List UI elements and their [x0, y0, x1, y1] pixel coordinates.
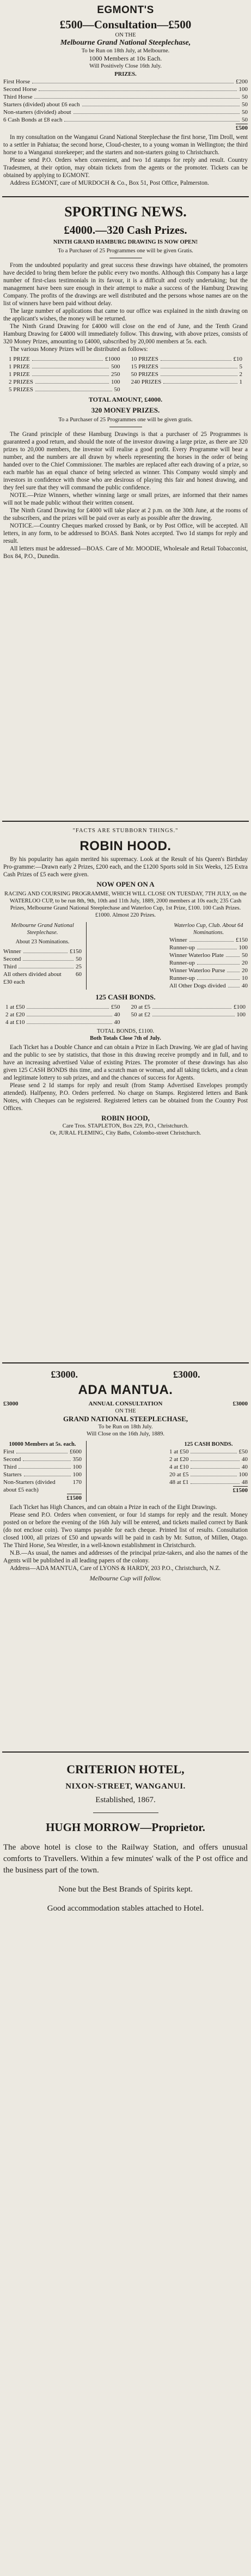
- robin-left-prize-label: Winner: [3, 948, 21, 955]
- dot-leader: [191, 1448, 236, 1453]
- robin-cash-bond-label: 20 at £5: [131, 1004, 150, 1010]
- ada-right-prize-label: 4 at £10: [169, 1464, 189, 1470]
- criterion-street: NIXON-STREET, WANGANUI.: [65, 1782, 186, 1791]
- sporting-para-3: The Ninth Grand Drawing for £4000 will close on the end of June, and the Tenth Grand Hamburg Drawing for £4000 will immediately follow. This drawing, with above prizes, consists of 320 Money Prizes, amounting to £4000, subscribed by 20,000 members at 5s. each.: [3, 323, 248, 345]
- egmont-body-para: In my consultation on the Wanganui Grand National Steeplechase the first horse, Tim Droll, went to a settler in Pahiatua; the second horse, Cloud-chester, to a young woman in Wellington; the third horse to a Wanganui storekeeper; and the starters and non-starters going to Christchurch.: [3, 134, 248, 156]
- dot-leader: [74, 108, 240, 114]
- robin-left-prize-label: Third: [3, 963, 17, 970]
- robin-right-prize-row: [169, 951, 248, 959]
- ada-left-prize-row: [3, 1456, 82, 1463]
- ada-right-prize-value: £50: [238, 1448, 248, 1455]
- dot-leader: [27, 1019, 112, 1024]
- ada-cols-right: 125 CASH BONDS.: [184, 1441, 233, 1447]
- ada-right-prize-label: 48 at £1: [169, 1479, 189, 1486]
- dot-leader: [19, 963, 74, 968]
- criterion-good: Good accommodation stables attached to Hotel.: [47, 1904, 204, 1913]
- egmont-prize-value: 50: [242, 101, 248, 108]
- egmont-prize-label: First Horse: [3, 78, 30, 85]
- robin-cash-bond-value: £50: [111, 1004, 120, 1010]
- robin-right-prize-label: Runner-up: [169, 944, 195, 951]
- robin-right-prize-row: [169, 967, 248, 974]
- dot-leader: [191, 1456, 240, 1461]
- dot-leader: [152, 1003, 231, 1009]
- egmont-prize-row: [3, 93, 248, 101]
- egmont-prize-row: [3, 116, 248, 124]
- ada-right-total-row: [169, 1486, 248, 1494]
- sporting-body: [3, 262, 248, 353]
- egmont-drawn: Will Positively Close 16th July.: [89, 63, 162, 69]
- sporting-money-prizes: 320 MONEY PRIZES.: [91, 406, 160, 414]
- robin-left-prize-row: [3, 971, 82, 986]
- ada-right-prize-value: 100: [238, 1471, 248, 1478]
- dot-leader: [24, 1471, 71, 1476]
- sporting-prize-value: 100: [111, 379, 120, 385]
- robin-cash-bond-label: 50 at £2: [131, 1011, 150, 1018]
- robin-left-prize-value: 25: [76, 963, 82, 970]
- ada-para-3: N.B.—As usual, the names and addresses of the principal prize-takers, and also the names of the Agents will be published in all leading papers of the colony.: [3, 1550, 248, 1564]
- sporting-prize-value: 1: [239, 379, 242, 385]
- dot-leader: [197, 944, 237, 949]
- robin-right-prize-row: [169, 982, 248, 990]
- robin-right-prize-value: £150: [236, 937, 248, 943]
- sporting-para-5: NOTE.—Prize Winners, whether winning large or small prizes, are informed that their names will not be made public without their written consent.: [3, 492, 248, 506]
- robin-quote: "FACTS ARE STUBBORN THINGS.": [72, 828, 179, 834]
- ada-close: Will Close on the 16th July, 1889.: [87, 1431, 164, 1437]
- sporting-prize-value: 250: [111, 371, 120, 378]
- dot-leader: [191, 1478, 240, 1484]
- dot-leader: [16, 1448, 68, 1453]
- ada-right-prize-value: 40: [242, 1456, 248, 1463]
- robin-total-bonds: TOTAL BONDS, £1100.: [97, 1028, 154, 1034]
- robin-cash-table: [5, 1003, 246, 1026]
- dot-leader: [64, 116, 240, 122]
- egmont-prize-label: Third Horse: [3, 94, 33, 100]
- egmont-prize-label: Second Horse: [3, 86, 37, 93]
- dot-leader: [163, 378, 237, 384]
- ada-right-prize-label: 20 at £5: [169, 1471, 189, 1478]
- dot-leader: [23, 948, 68, 953]
- column-separator: [86, 1441, 165, 1502]
- egmont-prize-row: [3, 101, 248, 108]
- dot-leader: [32, 355, 103, 361]
- sporting-prize-label: 2 PRIZES: [9, 379, 33, 385]
- ada-footer: Melbourne Cup will follow.: [89, 1574, 162, 1582]
- robin-right-col: [169, 922, 248, 990]
- robin-right-prize-value: 40: [242, 983, 248, 989]
- ada-para-1: Each Ticket has High Chances, and can obtain a Prize in each of the Eight Drawings.: [10, 1504, 217, 1511]
- robin-cash-bond-value: 40: [114, 1019, 120, 1026]
- dot-leader: [32, 78, 234, 83]
- ada-left-prize-row: [3, 1448, 82, 1456]
- robin-cash-head: 125 CASH BONDS.: [95, 993, 156, 1001]
- robin-right-prize-label: Winner: [169, 937, 187, 943]
- sporting-table-intro: The various Money Prizes will be distributed as follows:: [10, 346, 148, 353]
- egmont-prize-list: [3, 78, 248, 124]
- sporting-prize-row: [9, 363, 242, 371]
- robin-hood-ad: [3, 825, 248, 1359]
- ada-header-row: [3, 1400, 248, 1408]
- dot-leader: [161, 363, 237, 368]
- robin-cash-bond-value: 100: [236, 1011, 246, 1018]
- egmont-run: To be Run on 18th July, at Melbourne.: [81, 48, 170, 54]
- dot-leader: [34, 93, 240, 99]
- sporting-prize-label: 240 PRIZES: [131, 379, 162, 385]
- egmont-prizes-label: PRIZES.: [114, 71, 137, 77]
- robin-right-prize-label: All Other Dogs divided: [169, 983, 226, 989]
- robin-addr-2: Or, JURAL FLEMING, City Baths, Colombo-street Christchurch.: [50, 1130, 201, 1136]
- divider: [2, 821, 249, 822]
- ada-amounts: [3, 1369, 248, 1380]
- robin-body: [3, 1044, 248, 1112]
- egmont-body: [3, 134, 248, 187]
- robin-left-prize-value: £150: [70, 948, 82, 955]
- criterion-owner: HUGH MORROW—Proprietor.: [46, 1821, 205, 1834]
- robin-closes: Both Totals Close 7th of July.: [90, 1035, 161, 1041]
- robin-para-1: By his popularity has again merited his supremacy. Look at the Result of his Queen's Birthday Pro-gramme:—Drawn early 2 Prizes, £200 each, and the £1200 Sports sold in Six Weeks, 125 Extra Cash Prizes of £5 each were given.: [3, 856, 248, 878]
- ada-right-prize-row: [169, 1463, 248, 1471]
- ada-left-prize-value: 350: [72, 1456, 82, 1463]
- robin-addr-1: Care Tros. STAPLETON, Box 229, P.O., Christchurch.: [62, 1123, 189, 1129]
- sporting-prize-label: 1 PRIZE: [9, 363, 30, 370]
- robin-cash-bond-row: [5, 1011, 246, 1019]
- ada-left-prize-row: [3, 1463, 82, 1471]
- sporting-prize-row: [9, 355, 242, 363]
- criterion-established: Established, 1867.: [95, 1796, 156, 1804]
- egmont-title: EGMONT'S: [97, 4, 154, 16]
- ada-left-prize-row: [3, 1471, 82, 1478]
- ada-amount-right: £3000.: [173, 1369, 200, 1380]
- robin-left-col: [3, 922, 82, 990]
- ada-right-prize-label: 2 at £20: [169, 1456, 189, 1463]
- ada-right-prize-label: 1 at £50: [169, 1448, 189, 1455]
- ada-mantua-ad: [3, 1367, 248, 1748]
- sporting-prize-label: 50 PRIZES: [131, 371, 158, 378]
- egmont-total-row: [3, 124, 248, 132]
- robin-right-prize-label: Runner-up: [169, 960, 195, 966]
- dot-leader: [27, 1003, 109, 1009]
- sporting-para-4: The Grand principle of these Hamburg Drawings is that a purchaser of 25 Programmes is guaranteed a good return, and should the note of the investor drawing a large prize, as there are 320 prizes to 20,000 members, the investor will realise a good profit. Every Programme will bear a number, and the numbers are all drawn by wheels representing the horses in the order of being handed over to the Chief Commissioner. The marbles are replaced after each drawing of a prize, so each marble has an equal chance of being selected as winner. This Company would simply and investors in confidence with those who are desirous of playing this fair and honest drawing, and they feel sure that they will command the public confidence.: [3, 431, 248, 491]
- robin-right-prize-value: 50: [242, 952, 248, 959]
- robin-right-prize-row: [169, 944, 248, 951]
- robin-cash-bond-value: 40: [114, 1011, 120, 1018]
- ada-prize-columns: [3, 1441, 248, 1502]
- robin-addr-name: ROBIN HOOD,: [101, 1114, 150, 1122]
- egmont-prize-value: 100: [238, 86, 248, 93]
- column-separator: [86, 922, 165, 990]
- robin-right-prize-label: Winner Waterloo Purse: [169, 967, 225, 974]
- robin-cash-bond-value: £100: [234, 1004, 246, 1010]
- robin-left-prize-row: [3, 963, 82, 971]
- robin-left-list: [3, 948, 82, 986]
- sporting-total: TOTAL AMOUNT, £4000.: [88, 396, 163, 403]
- ada-right-col: [169, 1441, 248, 1502]
- egmont-prize-label: Starters (divided) about £6 each: [3, 101, 80, 108]
- robin-right-prize-label: Winner Waterloo Plate: [169, 952, 224, 959]
- ada-right-prize-row: [169, 1471, 248, 1478]
- sporting-purchaser-2: To a Purchaser of 25 Programmes one will be given gratis.: [58, 417, 193, 423]
- egmont-prize-value: 50: [242, 109, 248, 116]
- robin-left-prize-value: 60: [76, 971, 82, 978]
- dot-leader: [23, 1456, 70, 1461]
- robin-right-prize-row: [169, 974, 248, 982]
- ada-header-right: £3000: [232, 1401, 248, 1407]
- ada-left-prize-value: 170: [72, 1479, 82, 1486]
- ada-amount-left: £3000.: [51, 1369, 78, 1380]
- ada-left-total: £1500: [66, 1495, 82, 1501]
- ada-left-prize-row: [3, 1478, 82, 1494]
- robin-para-2: Each Ticket has a Double Chance and can obtain a Prize in Each Drawing. We are glad of having and the public to see by statistics, that those in this drawing receive promptly and in full, and to have an increasing advertised Value of existing Prizes. The promoter of these drawings has also given 125 CASH BONDS this time, and a scratch man or woman, and all taking tickets, and a clean and legitimate lottery to sub prizes, and and the chances of success for Agents.: [3, 1044, 248, 1081]
- ada-race: GRAND NATIONAL STEEPLECHASE,: [63, 1415, 188, 1423]
- sporting-prize-value: 5: [239, 363, 242, 370]
- robin-cash-bond-label: 4 at £10: [5, 1019, 25, 1026]
- divider: [2, 196, 249, 197]
- ada-right-prize-row: [169, 1448, 248, 1456]
- ada-right-prize-value: 48: [242, 1479, 248, 1486]
- dot-leader: [19, 1463, 70, 1469]
- ada-header-left: £3000: [3, 1401, 19, 1407]
- ada-left-prize-label: Non-Starters (divided about £5 each): [3, 1479, 56, 1493]
- sporting-sub: NINTH GRAND HAMBURG DRAWING IS NOW OPEN!: [53, 239, 198, 245]
- egmont-prize-value: £200: [236, 78, 248, 85]
- ada-left-col: [3, 1441, 82, 1502]
- dot-leader: [189, 936, 234, 942]
- dot-leader: [27, 1011, 112, 1016]
- robin-intro: [3, 856, 248, 878]
- sporting-para-1: From the undoubted popularity and great success these drawings have obtained, the promoters have decided to bring them before the public every two months. Although this Company has a large number of first-class testimonials in its favour, it is a difficult and costly undertaking; but the management have been sure enough in their attempt to make a success of the Hamburg Drawing Company. The profits of the drawings are well distributed and the persons whose names are on the list of winners have been paid without delay.: [3, 262, 248, 307]
- sporting-prize-row: [9, 371, 242, 378]
- sporting-para-2: The large number of applications that came to our office was explained in the ninth drawing on the applicant's wishes, the money will be returned.: [3, 308, 248, 322]
- ada-para-2: Please send P.O. Orders when convenient, or four 1d stamps for reply and the result. Money posted on or before the evening of the 16th July will be entered, and tickets mailed correct by Bank (do not enclose coin). Two stamps payable for each cheque. Printed list of results. Consultation closed 1000, all prizes of £50 and upwards will be paid in cash by Mr. Sutton, of Millen, Otago. The Third Horse, Sea Wrestler, in a well-known establishment in Christchurch.: [3, 1512, 248, 1549]
- dot-leader: [191, 1471, 236, 1476]
- sporting-para-7: NOTICE.—Country Cheques marked crossed by Bank, or by Post Office, will be accepted. All letters, in any form, to be addressed to BOAS. Bank Notes accepted. Two 1d stamps for reply and result.: [3, 523, 248, 544]
- robin-cash-bond-label: 1 at £50: [5, 1004, 25, 1010]
- robin-right-list: [169, 936, 248, 990]
- ada-left-prize-value: 100: [72, 1464, 82, 1470]
- egmont-prize-value: 50: [242, 117, 248, 123]
- dot-leader: [161, 355, 231, 361]
- robin-cash-bond-label: 2 at £20: [5, 1011, 25, 1018]
- sporting-prize-value: 50: [114, 386, 120, 393]
- ada-left-prize-label: Second: [3, 1456, 21, 1463]
- egmont-prize-label: 6 Cash Bonds at £8 each: [3, 117, 63, 123]
- ada-right-prize-row: [169, 1456, 248, 1463]
- ada-header-center: ANNUAL CONSULTATION: [88, 1401, 163, 1407]
- egmont-ad: [3, 4, 248, 193]
- dot-leader: [197, 974, 240, 980]
- sporting-headline: £4000.—320 Cash Prizes.: [64, 223, 187, 237]
- sporting-prize-value: 2: [239, 371, 242, 378]
- sporting-prize-label: 5 PRIZES: [9, 386, 33, 393]
- criterion-body: The above hotel is close to the Railway Station, and offers unusual comforts to Travellers. Within a few minutes' walk of the P ost office and the business part of the town.: [3, 1843, 248, 1875]
- robin-left-head: Melbourne Grand National Steeplechase.: [11, 923, 74, 936]
- ada-address: Address—ADA MANTUA, Care of LYONS & HARDY, 203 P.O., Christchurch, N.Z.: [10, 1565, 221, 1572]
- sporting-prize-value: £1000: [105, 356, 120, 362]
- dot-leader: [32, 363, 109, 368]
- ada-right-prize-value: 40: [242, 1464, 248, 1470]
- robin-prize-columns: [3, 922, 248, 990]
- ada-run: To be Run on 18th July.: [98, 1424, 153, 1430]
- dot-leader: [35, 378, 109, 384]
- sporting-prize-value: 500: [111, 363, 120, 370]
- sporting-para-6: The Ninth Grand Drawing for £4000 will take place at 2 p.m. on the 30th June, at the rooms of the subscribers, and the prizes will be paid over as early as possible after the drawing.: [3, 507, 248, 522]
- dot-leader: [191, 1463, 240, 1469]
- egmont-address: Address EGMONT, care of MURDOCH & Co., Box 51, Post Office, Palmerston.: [10, 180, 209, 186]
- ada-body: [3, 1504, 248, 1572]
- robin-about-left: About 23 Nominations.: [15, 939, 70, 945]
- ada-left-total-row: [3, 1494, 82, 1502]
- robin-left-prize-label: All others divided about £30 each: [3, 971, 62, 985]
- dot-leader: [197, 959, 240, 965]
- egmont-prize-row: [3, 108, 248, 116]
- dot-leader: [226, 951, 240, 957]
- dot-leader: [152, 1011, 235, 1016]
- ada-left-prize-label: Starters: [3, 1471, 22, 1478]
- robin-para-3: Please send 2 Id stamps for reply and result (from Stamp Advertised Envelopes promptly attended). Halfpenny, P.O. Orders preferred. No charge on Stamps. Registered letters and Bank Notes, with Cheques can be registered. Registered letters can be obtained from the Country Post Offices.: [3, 1082, 248, 1112]
- egmont-total: £500: [236, 125, 248, 131]
- sporting-prize-value: £10: [233, 356, 242, 362]
- robin-left-prize-row: [3, 955, 82, 963]
- robin-right-prize-row: [169, 936, 248, 944]
- dot-leader: [161, 371, 237, 376]
- egmont-prize-label: Non-starters (divided) about: [3, 109, 71, 116]
- robin-now-open: NOW OPEN ON A: [96, 880, 155, 888]
- sporting-prize-row: [9, 386, 242, 393]
- ada-left-prize-value: £600: [70, 1448, 82, 1455]
- egmont-prize-row: [3, 78, 248, 86]
- criterion-hotel-ad: [3, 1757, 248, 2569]
- sporting-title: SPORTING NEWS.: [64, 204, 187, 220]
- egmont-members: 1000 Members at 10s Each.: [89, 54, 162, 62]
- dot-leader: [39, 86, 236, 91]
- robin-right-prize-label: Runner-up: [169, 975, 195, 981]
- ada-on-the: ON THE: [115, 1408, 136, 1414]
- sporting-prize-label: 15 PRIZES: [131, 363, 158, 370]
- dot-leader: [23, 955, 74, 961]
- dot-leader: [32, 371, 109, 376]
- robin-left-prize-label: Second: [3, 956, 21, 962]
- ada-left-prize-value: 100: [72, 1471, 82, 1478]
- egmont-on-the: ON THE: [115, 32, 136, 38]
- egmont-headline: £500—Consultation—£500: [59, 18, 192, 31]
- ada-right-list: [169, 1448, 248, 1486]
- robin-left-prize-row: [3, 948, 82, 955]
- egmont-prize-value: 50: [242, 94, 248, 100]
- ada-right-prize-row: [169, 1478, 248, 1486]
- sporting-prize-label: 10 PRIZES: [131, 356, 158, 362]
- ada-cols-left: 10000 Members at 5s. each.: [9, 1441, 76, 1447]
- robin-title: ROBIN HOOD.: [79, 839, 172, 853]
- criterion-none: None but the Best Brands of Spirits kept.: [58, 1885, 193, 1894]
- egmont-prize-row: [3, 86, 248, 93]
- ada-right-total: £1500: [232, 1487, 248, 1494]
- robin-right-prize-value: 20: [242, 967, 248, 974]
- ada-left-prize-label: Third: [3, 1464, 17, 1470]
- sporting-news-ad: [3, 201, 248, 817]
- sporting-prize-label: 1 PRIZE: [9, 356, 30, 362]
- sporting-purchaser-1: To a Purchaser of 25 Programmes one will be given Gratis.: [58, 248, 193, 254]
- dot-leader: [35, 386, 112, 391]
- robin-right-prize-value: 20: [242, 960, 248, 966]
- robin-right-prize-row: [169, 959, 248, 967]
- robin-cash-bond-row: [5, 1019, 246, 1026]
- robin-left-prize-value: 50: [76, 956, 82, 962]
- criterion-title: CRITERION HOTEL,: [66, 1762, 185, 1776]
- ada-title: ADA MANTUA.: [78, 1383, 173, 1397]
- divider: [2, 1362, 249, 1363]
- dot-leader: [82, 101, 240, 106]
- ada-left-list: [3, 1448, 82, 1494]
- sporting-body-2: [3, 431, 248, 560]
- dot-leader: [228, 982, 240, 987]
- sporting-prize-label: 1 PRIZE: [9, 371, 30, 378]
- egmont-race: Melbourne Grand National Steeplechase,: [60, 39, 191, 47]
- robin-right-prize-value: 100: [238, 944, 248, 951]
- robin-cash-bond-row: [5, 1003, 246, 1011]
- egmont-body-para-2: Please send P.O. Orders when convenient, and two 1d stamps for reply and result. Country Tradesmen, at their option, may obtain tickets from the agents or the promoter. Tickets can be obtained by applying to EGMONT.: [3, 157, 248, 179]
- sporting-para-8: All letters must be addressed—BOAS. Care of Mr. MOODIE, Wholesale and Retail Tobacconist, Box 84, P.O., Dunedin.: [3, 545, 248, 560]
- robin-right-prize-value: 10: [242, 975, 248, 981]
- sporting-prize-table: [9, 355, 242, 393]
- sporting-prize-row: [9, 378, 242, 386]
- ada-left-prize-label: First: [3, 1448, 15, 1455]
- dot-leader: [227, 967, 240, 972]
- robin-right-head: Waterloo Cup, Club. About 64 Nominations.: [174, 923, 243, 936]
- divider: [2, 1751, 249, 1753]
- robin-race-line: RACING AND COURSING PROGRAMME, WHICH WILL CLOSE ON TUESDAY, 7TH JULY, on the WATERLOO CUP, to be run 8th, 9th, 10th and 11th July, 1889, 2000 members at 10s each; 235 Cash Prizes, Melbourne Grand National Steeplechase and Waterloo Cup, 1st Prize, £100. 100 Cash Prizes. £1000. Almost 220 Prizes.: [4, 891, 247, 918]
